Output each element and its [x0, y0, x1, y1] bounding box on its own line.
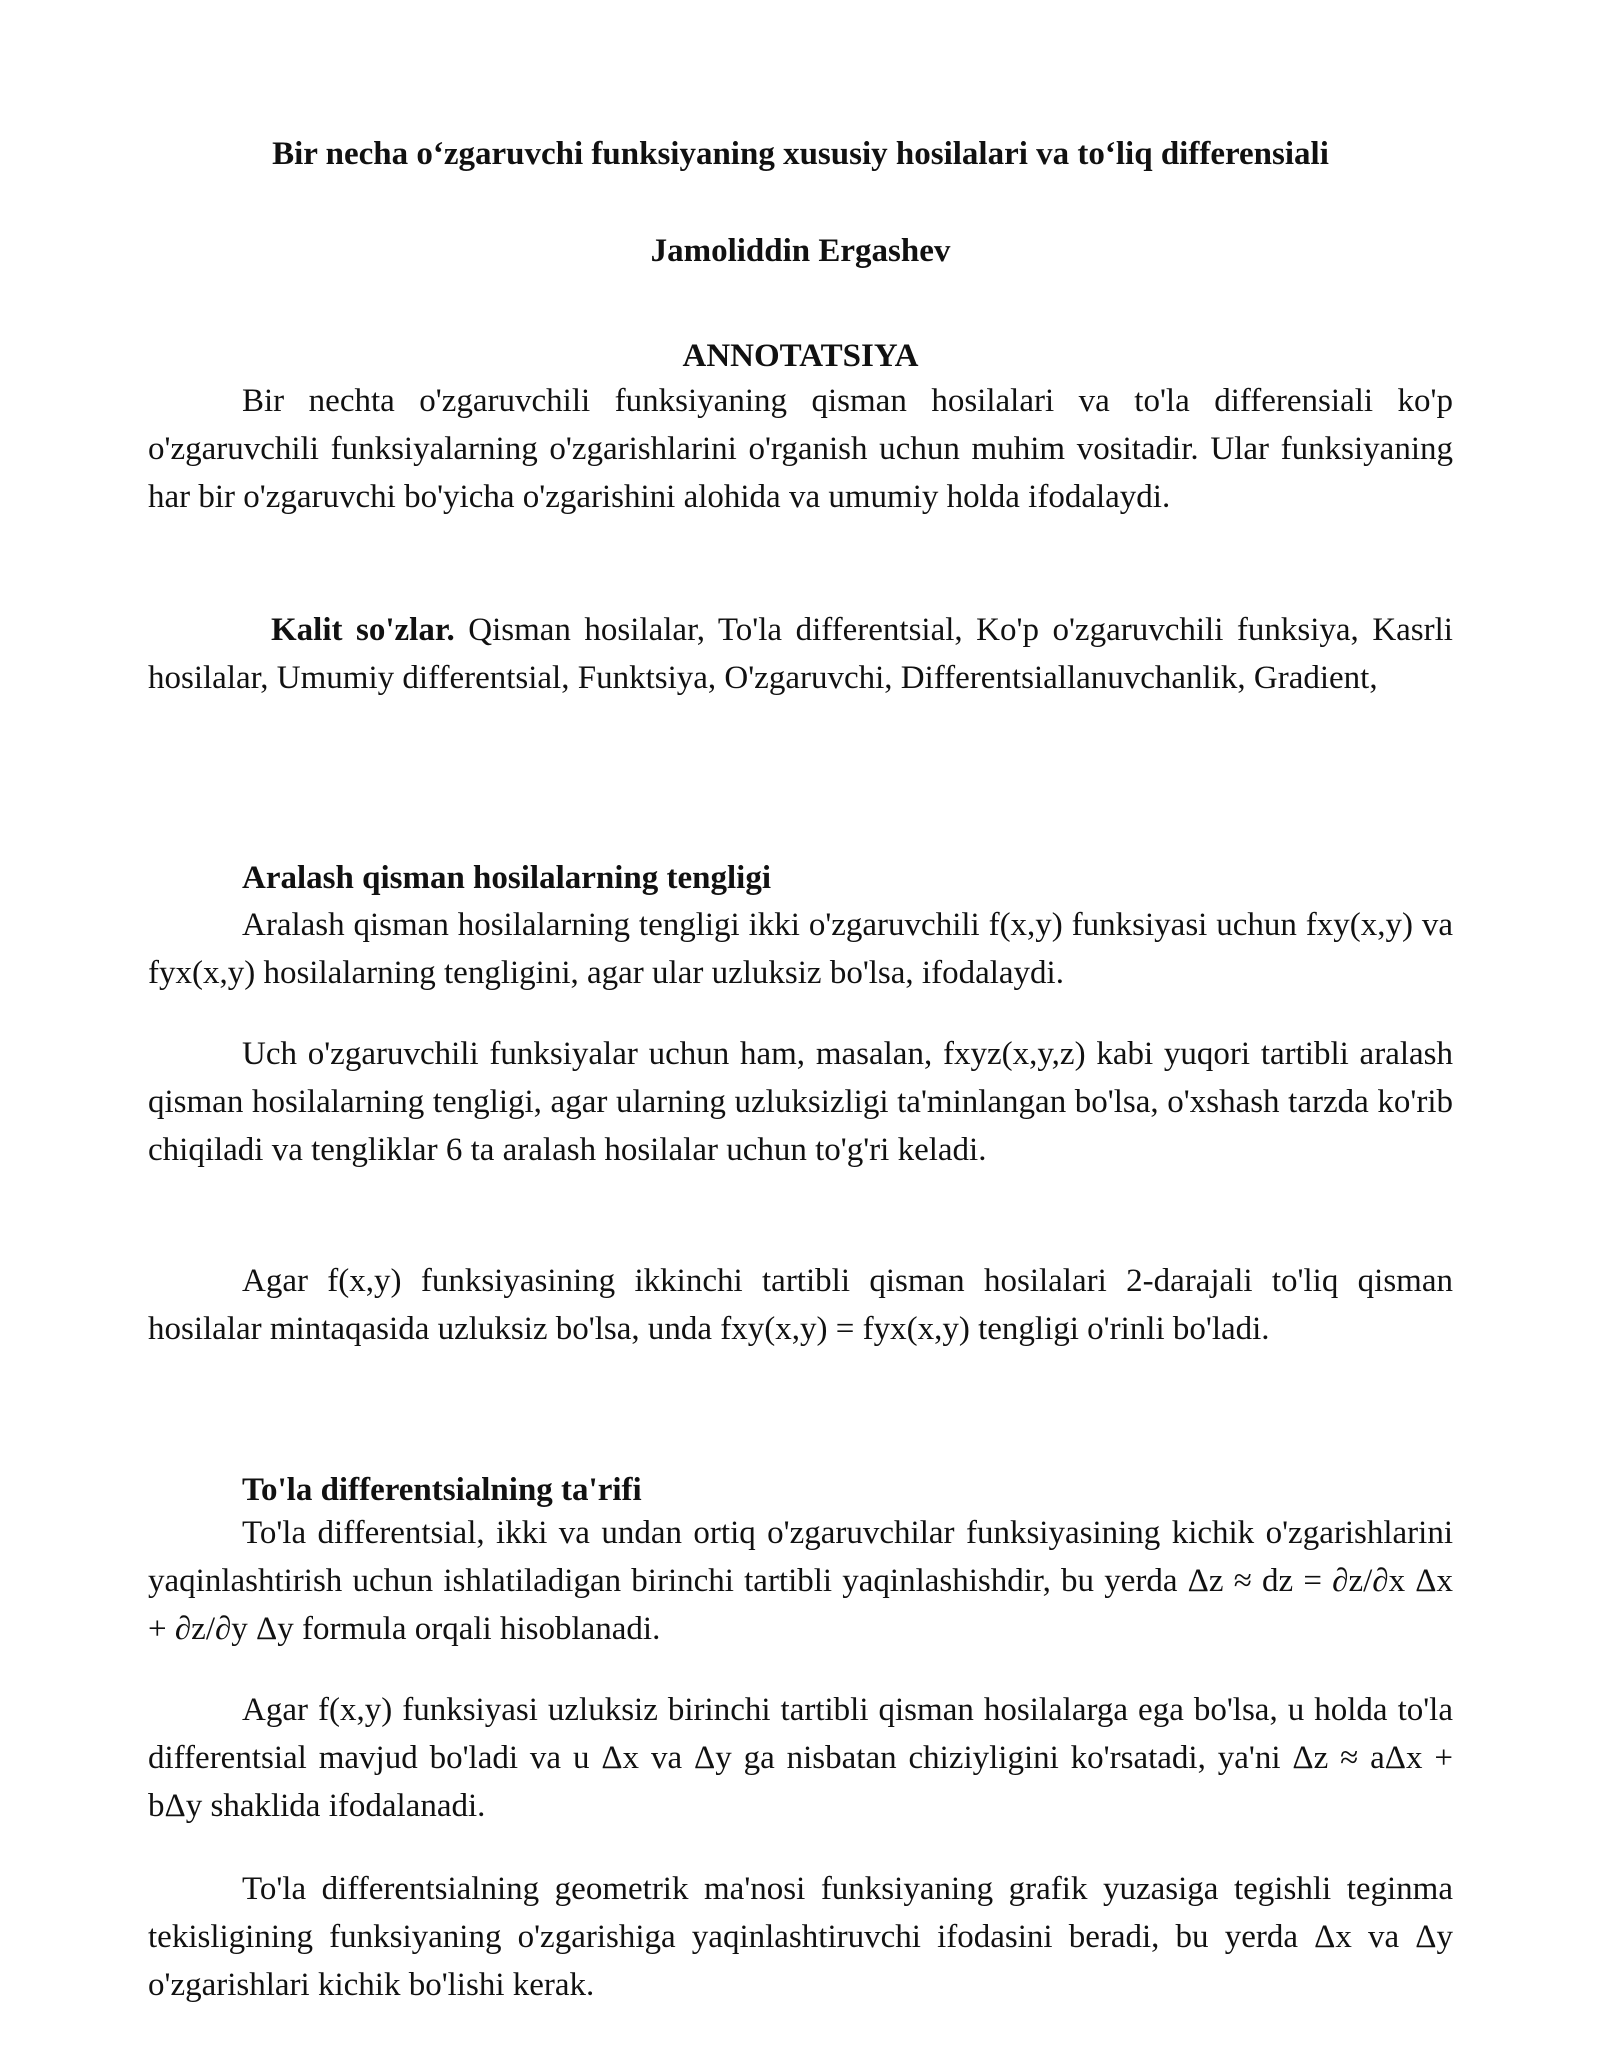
paragraph-total-differential-2: Agar f(x,y) funksiyasi uzluksiz birinchi tartibli qisman hosilalarga ega bo'lsa, u holda to'la differentsial mavjud bo'ladi va u Δx va Δy ga nisbatan chiziyligini ko'rsatadi, ya'ni Δz ≈ aΔx + bΔy shaklida ifodalanadi. — [148, 1692, 1453, 1824]
author-name: Jamoliddin Ergashev — [650, 233, 951, 269]
abstract-paragraph: Bir nechta o'zgaruvchili funksiyaning qisman hosilalari va to'la differensiali ko'p o'zgaruvchili funksiyalarning o'zgarishlarini o'rganish uchun muhim vositadir. Ular funksiyaning har bir o'zgaruvchi bo'yicha o'zgarishini alohida va umumiy holda ifodalaydi. — [148, 383, 1453, 515]
paragraph-total-differential-1: To'la differentsial, ikki va undan ortiq o'zgaruvchilar funksiyasining kichik o'zgarishlarini yaqinlashtirish uchun ishlatiladigan birinchi tartibli yaqinlashishdir, bu yerda Δz ≈ dz = ∂z/∂x Δx + ∂z/∂y Δy formula orqali hisoblanadi. — [148, 1515, 1453, 1647]
paragraph-mixed-partials-1: Aralash qisman hosilalarning tengligi ikki o'zgaruvchili f(x,y) funksiyasi uchun fxy(x,y) va fyx(x,y) hosilalarning tengligini, agar ular uzluksiz bo'lsa, ifodalaydi. — [148, 907, 1453, 991]
paragraph-total-differential-3: To'la differentsialning geometrik ma'nosi funksiyaning grafik yuzasiga tegishli teginma tekisligining funksiyaning o'zgarishiga yaqinlashtiruvchi ifodasini beradi, bu yerda Δx va Δy o'zgarishlari kichik bo'lishi kerak. — [148, 1871, 1453, 2003]
paragraph-mixed-partials-2: Uch o'zgaruvchili funksiyalar uchun ham, masalan, fxyz(x,y,z) kabi yuqori tartibli aralash qisman hosilalarning tengligi, agar ularning uzluksizligi ta'minlangan bo'lsa, o'xshash tarzda ko'rib chiqiladi va tengliklar 6 ta aralash hosilalar uchun to'g'ri keladi. — [148, 1036, 1453, 1168]
paragraph-mixed-partials-3: Agar f(x,y) funksiyasining ikkinchi tartibli qisman hosilalari 2-darajali to'liq qisman hosilalar mintaqasida uzluksiz bo'lsa, unda fxy(x,y) = fyx(x,y) tengligi o'rinli bo'ladi. — [148, 1263, 1453, 1347]
section-heading-total-differential: To'la differentsialning ta'rifi — [242, 1472, 642, 1508]
section-heading-mixed-partials: Aralash qisman hosilalarning tengligi — [242, 860, 772, 896]
abstract-heading: ANNOTATSIYA — [682, 338, 919, 374]
document-title: Bir necha o‘zgaruvchi funksiyaning xususiy hosilalari va to‘liq differensiali — [272, 136, 1329, 172]
keywords-label: Kalit so'zlar. — [271, 612, 455, 648]
keywords-paragraph — [148, 606, 1453, 702]
keywords-list: Qisman hosilalar, To'la differentsial, Ko'p o'zgaruvchili funksiya, Kasrli hosilalar, Umumiy differentsial, Funktsiya, O'zgaruvchi, Differentsiallanuvchanlik, Gradient, — [148, 612, 1453, 696]
